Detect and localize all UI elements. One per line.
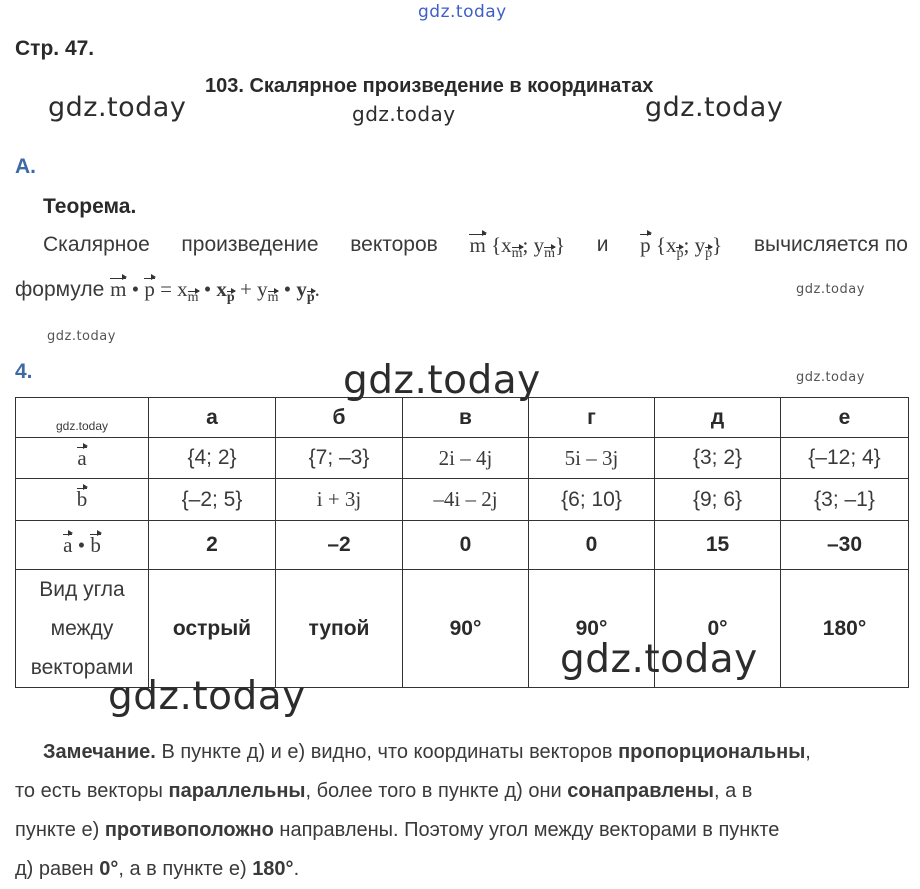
theorem-heading: Теорема. xyxy=(43,195,137,218)
row-label-a: a xyxy=(16,438,149,479)
table-cell: {6; 10} xyxy=(529,479,655,521)
column-header: г xyxy=(529,398,655,438)
table-row xyxy=(16,570,909,688)
table-cell: 2 xyxy=(149,521,276,570)
theorem-word: векторов xyxy=(350,233,438,256)
table-header-row xyxy=(16,398,909,438)
table-cell: {7; –3} xyxy=(276,438,403,479)
table-cell: острый xyxy=(149,570,276,688)
watermark-tiny-1: gdz.today xyxy=(796,282,865,297)
table-cell: {–12; 4} xyxy=(781,438,909,479)
theorem-and: и xyxy=(596,233,609,256)
theorem-tail: вычисляется по xyxy=(753,233,908,256)
table-cell: {–2; 5} xyxy=(149,479,276,521)
row-label-angle: Вид угла между векторами xyxy=(16,570,149,688)
table-row xyxy=(16,438,909,479)
table-cell: 90° xyxy=(529,570,655,688)
row-label-dot: a • b xyxy=(16,521,149,570)
theorem-line-1 xyxy=(15,233,908,262)
watermark-cell: gdz.today xyxy=(16,398,149,438)
watermark-right: gdz.today xyxy=(645,92,784,123)
page-title: 103. Скалярное произведение в координатах xyxy=(205,75,654,97)
table-cell: 90° xyxy=(403,570,529,688)
watermark-big-2: gdz.today xyxy=(560,637,758,682)
table-cell: 0° xyxy=(655,570,781,688)
table-cell: –2 xyxy=(276,521,403,570)
vector-m-coords: m {$x_m$; $y_m$} xyxy=(469,233,566,261)
watermark-top: gdz.today xyxy=(418,2,507,22)
vector-p-coords: p {$x_p$; $y_p$} xyxy=(640,233,723,261)
table-cell: {3; 2} xyxy=(655,438,781,479)
table-cell: –4i – 2j xyxy=(403,479,529,521)
table-row xyxy=(16,521,909,570)
table-cell: 2i – 4j xyxy=(403,438,529,479)
dot-product-table xyxy=(15,397,909,688)
table-cell: тупой xyxy=(276,570,403,688)
column-header: е xyxy=(781,398,909,438)
table-cell: {3; –1} xyxy=(781,479,909,521)
table-cell: 180° xyxy=(781,570,909,688)
column-header: а xyxy=(149,398,276,438)
table-cell: –30 xyxy=(781,521,909,570)
watermark-left: gdz.today xyxy=(48,92,187,123)
theorem-word: произведение xyxy=(181,233,319,256)
table-cell: {9; 6} xyxy=(655,479,781,521)
table-cell: i + 3j xyxy=(276,479,403,521)
watermark-tiny-2: gdz.today xyxy=(47,329,116,344)
table-cell: 0 xyxy=(403,521,529,570)
table-cell: 0 xyxy=(529,521,655,570)
table-cell: {4; 2} xyxy=(149,438,276,479)
note-paragraph: Замечание. В пункте д) и е) видно, что координаты векторов пропорциональны, то есть векторы параллельны, более того в пункте д) они сонаправлены, а в пункте е) противоположно направлены. Поэтому угол между векторами в пункте д) равен 0°, а в пункте е) 180°. xyxy=(15,741,811,880)
watermark-big-3: gdz.today xyxy=(108,674,306,719)
column-header: б xyxy=(276,398,403,438)
row-label-b: b xyxy=(16,479,149,521)
theorem-line-2: формуле m • $p = x_m$ • $x_p + y_m$ • $y_p$. xyxy=(15,277,320,305)
column-header: в xyxy=(403,398,529,438)
table-cell: 5i – 3j xyxy=(529,438,655,479)
page-label: Стр. 47. xyxy=(15,37,95,60)
table-cell: 15 xyxy=(655,521,781,570)
section-4-label: 4. xyxy=(15,360,33,383)
table-row xyxy=(16,479,909,521)
watermark-center: gdz.today xyxy=(352,102,456,126)
watermark-big-1: gdz.today xyxy=(343,358,541,403)
theorem-word: Скалярное xyxy=(43,233,150,256)
watermark-tiny-3: gdz.today xyxy=(796,370,865,385)
section-a-label: А. xyxy=(15,155,36,178)
column-header: д xyxy=(655,398,781,438)
